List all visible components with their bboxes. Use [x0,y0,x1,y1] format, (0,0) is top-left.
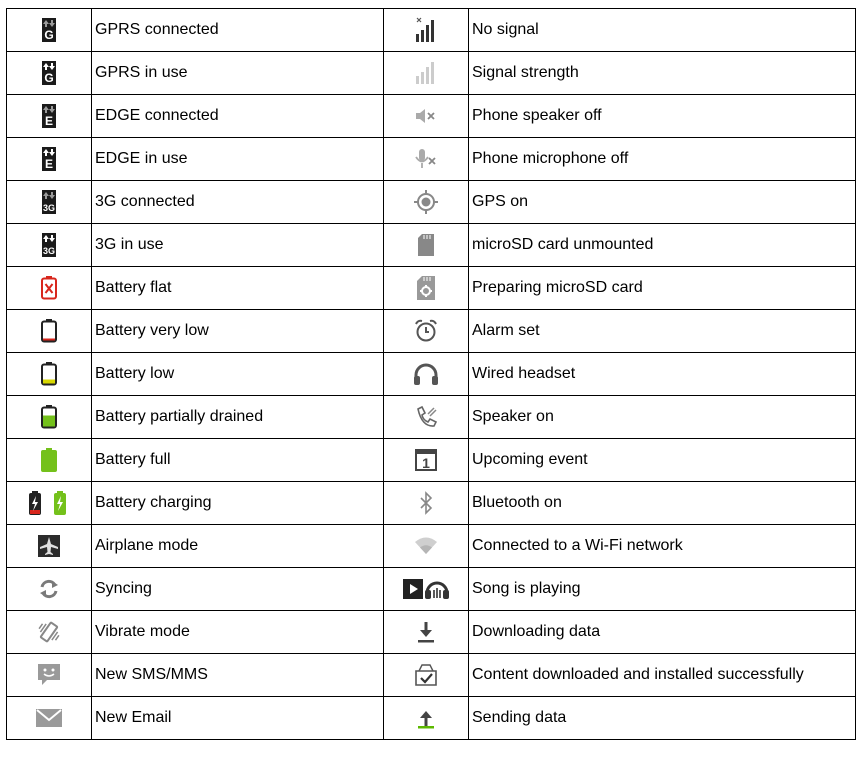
right-description-cell: Downloading data [469,611,856,654]
left-icon-cell [7,568,92,611]
right-icon-cell [384,138,469,181]
left-description-cell: Battery charging [92,482,384,525]
table-row [7,52,856,95]
left-icon-cell [7,611,92,654]
left-description-cell: Battery very low [92,310,384,353]
speaker-off-icon [415,108,437,124]
left-icon-cell [7,310,92,353]
svg-text:3G: 3G [42,246,56,256]
alarm-icon [414,319,438,343]
download-complete-icon [415,664,437,686]
left-icon-cell [7,439,92,482]
left-description-cell: Airplane mode [92,525,384,568]
right-description-cell: Content downloaded and installed successfully [469,654,856,697]
right-description-cell: Preparing microSD card [469,267,856,310]
right-icon-cell [384,568,469,611]
left-icon-cell [7,224,92,267]
right-description-cell: Connected to a Wi-Fi network [469,525,856,568]
svg-text:E: E [44,114,54,128]
right-description-cell: Upcoming event [469,439,856,482]
left-icon-cell [7,181,92,224]
left-icon-cell [7,396,92,439]
right-icon-cell [384,697,469,740]
wired-headset-icon [413,363,439,385]
right-icon-cell [384,439,469,482]
left-icon-cell [7,525,92,568]
right-description-cell: microSD card unmounted [469,224,856,267]
status-icons-table-body [7,9,856,740]
battery-low-icon [41,362,57,386]
left-description-cell: Battery partially drained [92,396,384,439]
left-icon-cell [7,482,92,525]
left-icon-cell [7,52,92,95]
left-description-cell: Vibrate mode [92,611,384,654]
3g-in-use-icon [42,233,56,257]
email-icon [36,708,62,728]
left-description-cell: 3G connected [92,181,384,224]
table-row [7,267,856,310]
battery-partial-icon [41,405,57,429]
table-row [7,525,856,568]
battery-full-icon [41,448,57,472]
left-description-cell: GPRS connected [92,9,384,52]
3g-connected-icon [42,190,56,214]
right-description-cell: Bluetooth on [469,482,856,525]
right-description-cell: Wired headset [469,353,856,396]
bluetooth-icon [419,491,433,515]
table-row [7,697,856,740]
right-icon-cell [384,310,469,353]
right-icon-cell [384,181,469,224]
gps-on-icon [414,190,438,214]
sms-icon [37,663,61,687]
vibrate-icon [37,620,61,644]
status-icons-table [6,8,856,740]
table-row [7,224,856,267]
no-signal-icon [415,17,437,43]
left-description-cell: Battery flat [92,267,384,310]
left-description-cell: Battery full [92,439,384,482]
wifi-icon [414,537,438,555]
svg-text:3G: 3G [42,203,56,213]
table-row [7,353,856,396]
battery-charging-icon [29,491,69,515]
edge-in-use-icon [42,147,56,171]
right-icon-cell [384,52,469,95]
battery-flat-icon [41,276,57,300]
left-icon-cell [7,138,92,181]
svg-text:G: G [44,28,54,42]
table-row [7,482,856,525]
upload-icon [417,707,435,729]
right-icon-cell [384,611,469,654]
left-description-cell: Battery low [92,353,384,396]
right-description-cell: GPS on [469,181,856,224]
right-icon-cell [384,396,469,439]
table-row [7,396,856,439]
right-icon-cell [384,353,469,396]
airplane-mode-icon [38,535,60,557]
right-icon-cell [384,482,469,525]
signal-strength-icon [415,61,437,85]
right-description-cell: Song is playing [469,568,856,611]
table-row [7,568,856,611]
right-description-cell: Speaker on [469,396,856,439]
table-row [7,95,856,138]
table-row [7,181,856,224]
left-icon-cell [7,353,92,396]
speaker-on-icon [414,405,438,429]
left-description-cell: 3G in use [92,224,384,267]
right-description-cell: Phone microphone off [469,138,856,181]
table-row [7,138,856,181]
download-icon [417,621,435,643]
table-row [7,9,856,52]
right-description-cell: Phone speaker off [469,95,856,138]
battery-very-low-icon [41,319,57,343]
right-description-cell: Sending data [469,697,856,740]
svg-text:1: 1 [422,455,430,471]
left-icon-cell [7,697,92,740]
svg-text:E: E [44,157,54,171]
svg-text:G: G [44,71,54,85]
right-icon-cell [384,525,469,568]
table-row [7,611,856,654]
right-icon-cell [384,95,469,138]
left-description-cell: New SMS/MMS [92,654,384,697]
left-description-cell: EDGE connected [92,95,384,138]
gprs-in-use-icon [42,61,56,85]
preparing-sd-card-icon [417,276,435,300]
left-icon-cell [7,95,92,138]
right-icon-cell [384,9,469,52]
right-icon-cell [384,654,469,697]
song-playing-icon [403,578,449,600]
left-description-cell: Syncing [92,568,384,611]
right-icon-cell [384,224,469,267]
table-row [7,310,856,353]
right-icon-cell [384,267,469,310]
calendar-icon [415,449,437,471]
right-description-cell: No signal [469,9,856,52]
table-row [7,654,856,697]
left-icon-cell [7,654,92,697]
sync-icon [37,577,61,601]
gprs-connected-icon [42,18,56,42]
left-icon-cell [7,9,92,52]
sd-card-unmounted-icon [418,234,434,256]
table-row [7,439,856,482]
left-description-cell: EDGE in use [92,138,384,181]
left-description-cell: New Email [92,697,384,740]
left-icon-cell [7,267,92,310]
right-description-cell: Signal strength [469,52,856,95]
edge-connected-icon [42,104,56,128]
left-description-cell: GPRS in use [92,52,384,95]
right-description-cell: Alarm set [469,310,856,353]
microphone-off-icon [414,148,438,170]
